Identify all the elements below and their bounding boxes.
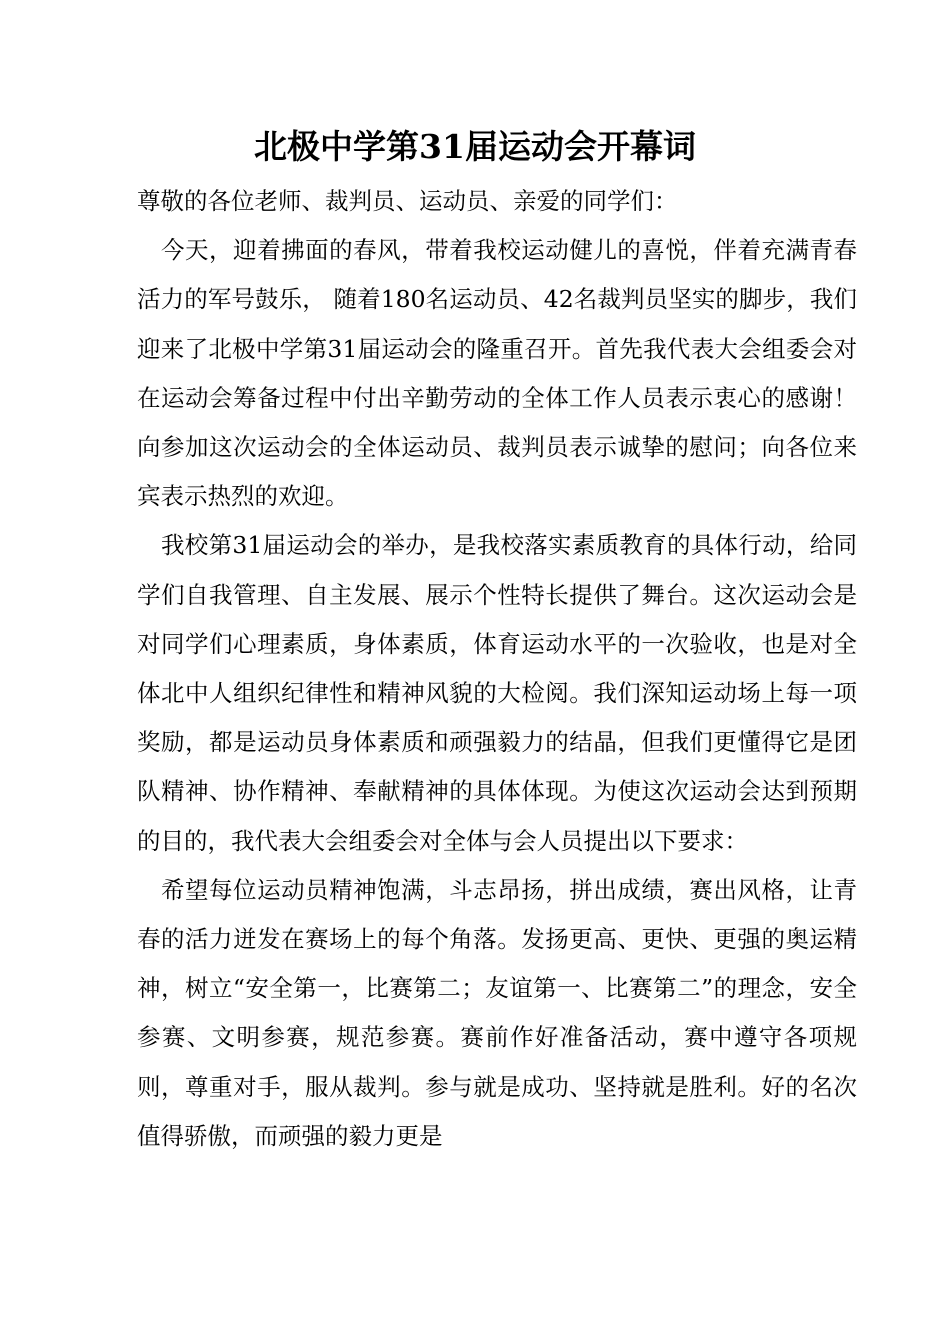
opening-paragraph: 今天，迎着拂面的春风，带着我校运动健儿的喜悦，伴着充满青春活力的军号鼓乐， 随着180名运动员、42名裁判员坚实的脚步，我们迎来了北极中学第31届运动会的隆重召开。首先我代表大会组委会对在运动会筹备过程中付出辛勤劳动的全体工作人员表示衷心的感谢！向参加这次运动会的全体运动员、裁判员表示诚挚的慰问；向各位来宾表示热烈的欢迎。 bbox=[137, 236, 857, 511]
athletes-paragraph: 希望每位运动员精神饱满，斗志昂扬，拼出成绩，赛出风格，让青春的活力迸发在赛场上的每个角落。发扬更高、更快、更强的奥运精神，树立“安全第一，比赛第二；友谊第一、比赛第二”的理念，安全参赛、文明参赛，规范参赛。赛前作好准备活动，赛中遵守各项规则，尊重对手，服从裁判。参与就是成功、坚持就是胜利。好的名次值得骄傲，而顽强的毅力更是 bbox=[137, 875, 857, 1150]
purpose-paragraph: 我校第31届运动会的举办，是我校落实素质教育的具体行动，给同学们自我管理、自主发展、展示个性特长提供了舞台。这次运动会是对同学们心理素质，身体素质，体育运动水平的一次验收，也是对全体北中人组织纪律性和精神风貌的大检阅。我们深知运动场上每一项奖励，都是运动员身体素质和顽强毅力的结晶，但我们更懂得它是团队精神、协作精神、奉献精神的具体体现。为使这次运动会达到预期的目的，我代表大会组委会对全体与会人员提出以下要求： bbox=[137, 531, 857, 855]
document-title: 北极中学第31届运动会开幕词 bbox=[254, 127, 696, 166]
salutation-paragraph: 尊敬的各位老师、裁判员、运动员、亲爱的同学们： bbox=[137, 187, 678, 215]
document-body bbox=[137, 177, 857, 1161]
